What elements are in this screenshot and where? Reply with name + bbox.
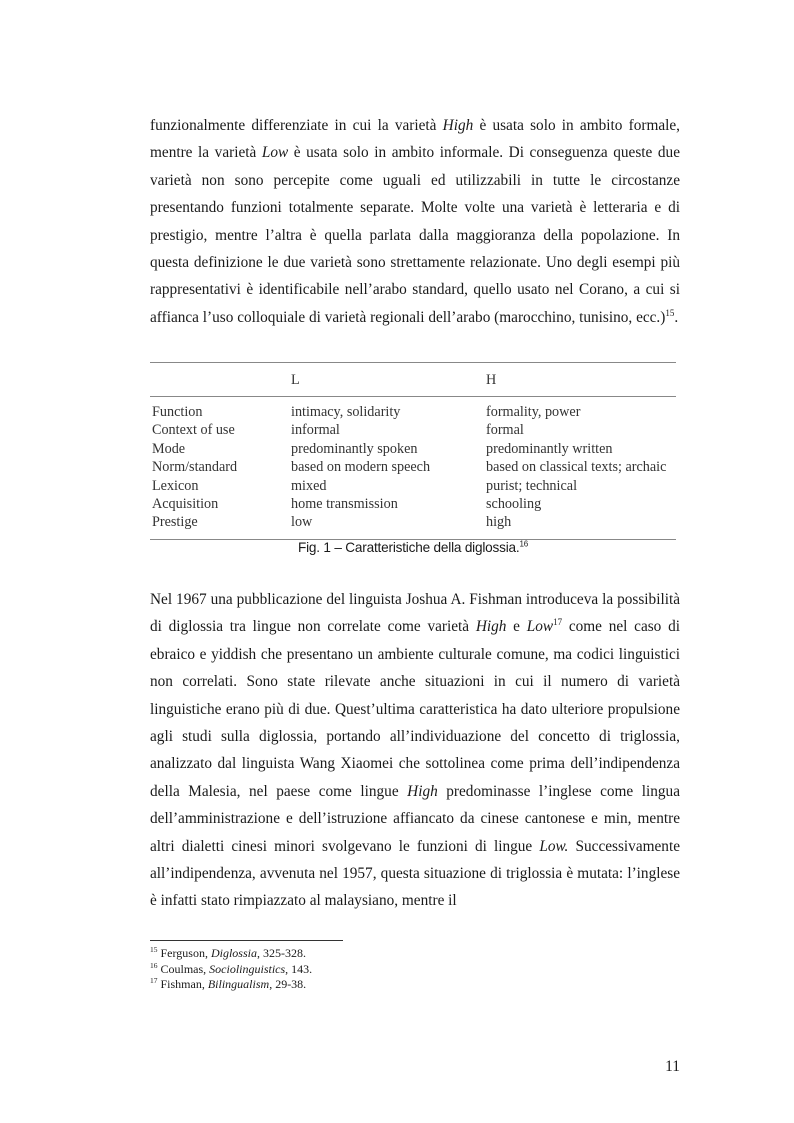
footnote-pages: , 325-328. <box>256 946 306 960</box>
footnote-author: Coulmas, <box>157 961 210 976</box>
text-run: predominasse l’inglese come lingua dell’amministrazione e dell’istruzione affiancato da cinese cantonese e min, mentre altri dialetti cinesi minori svolgevano le funzioni di lingue <box>150 782 680 855</box>
table-cell: formal <box>486 422 524 439</box>
table-cell: high <box>484 513 676 539</box>
table-cell: Function <box>152 404 203 420</box>
table-cell: informal <box>291 422 340 439</box>
footnotes <box>150 946 680 993</box>
footnote-reference-17[interactable]: 17 <box>553 617 563 628</box>
table-cell: Lexicon <box>152 477 199 494</box>
table-row <box>150 458 676 476</box>
footnote-separator <box>150 940 343 941</box>
table-cell: Prestige <box>150 513 289 539</box>
table-cell: Mode <box>152 440 186 457</box>
table-row <box>150 440 676 458</box>
table-cell: predominantly written <box>486 440 613 457</box>
body-paragraph-1 <box>150 112 680 331</box>
table-cell: mixed <box>291 477 327 494</box>
table-header-cell-L: L <box>289 363 484 397</box>
diglossia-table <box>150 362 676 540</box>
table-cell: home transmission <box>291 496 398 513</box>
text-run: è usata solo in ambito informale. Di conseguenza queste due varietà non sono percepite come uguali ed utilizzabili in tutte le circostanze presentando funzioni totalmente separate. Molte volte una varietà è letteraria e di prestigio, mentre l’altra è quella parlata dalla maggioranza della popolazione. In questa definizione le due varietà sono strettamente relazionate. Uno degli esempi più rappresentativi è identificabile nell’arabo standard, quello usato nel Corano, a cui si affianca l’uso colloquiale di varietà regionali dell’arabo (marocchino, tunisino, ecc.) <box>150 144 680 326</box>
page-number: 11 <box>665 1058 680 1075</box>
figure-caption <box>150 538 676 558</box>
diglossia-figure-table <box>150 362 676 540</box>
text-run: come nel caso di ebraico e yiddish che presentano un ambiente culturale comune, ma codici linguistici non correlati. Sono state rilevate anche situazioni in cui il numero di varietà linguistiche erano più di due. Quest’ultima caratteristica ha dato ulteriore propulsione agli studi sulla diglossia, portando all’individuazione del concetto di triglossia, analizzato dal linguista Wang Xiaomei che sottolinea come prima dell’indipendenza della Malesia, nel paese come lingue <box>150 618 680 800</box>
table-cell: purist; technical <box>486 477 578 494</box>
footnote-15 <box>150 946 680 962</box>
italic-term-low: Low <box>261 144 289 162</box>
italic-term-low: Low <box>526 618 554 636</box>
footnote-number: 15 <box>150 945 158 954</box>
footnote-author: Fishman, <box>157 977 208 991</box>
table-row <box>150 421 676 439</box>
text-run: Nel 1967 una pubblicazione del linguista Joshua A. Fishman introduceva la possibilità di diglossia tra lingue non correlate come varietà <box>150 591 680 636</box>
footnote-17 <box>150 977 680 993</box>
table-row <box>150 495 676 513</box>
table-cell: low <box>289 513 484 539</box>
table-cell: intimacy, solidarity <box>291 404 401 420</box>
table-header-row <box>150 363 676 397</box>
footnote-title: Sociolinguistics <box>209 961 286 976</box>
text-run: . <box>674 308 679 326</box>
table-cell: Norm/standard <box>152 459 238 476</box>
footnote-title: Bilingualism <box>207 977 270 991</box>
footnote-author: Ferguson, <box>157 946 211 960</box>
italic-term-high: High <box>407 782 438 800</box>
table-header-cell <box>150 363 289 397</box>
footnote-pages: , 143. <box>285 961 313 976</box>
text-run: funzionalmente differenziate in cui la varietà <box>150 117 443 134</box>
table-cell: Acquisition <box>152 496 219 513</box>
text-run: e <box>506 618 527 636</box>
caption-text: Fig. 1 – Caratteristiche della diglossia. <box>298 540 520 555</box>
italic-term-high: High <box>442 117 474 134</box>
footnote-reference-15[interactable]: 15 <box>665 307 675 318</box>
table-cell: formality, power <box>486 404 581 420</box>
table-cell: based on modern speech <box>291 459 431 476</box>
footnote-number: 16 <box>150 960 158 970</box>
table-cell: predominantly spoken <box>291 440 418 457</box>
table-row <box>150 513 676 539</box>
table-cell: based on classical texts; archaic <box>486 459 667 476</box>
footnote-16 <box>150 962 680 978</box>
table-header-cell-H: H <box>484 363 676 397</box>
table-row <box>150 397 676 422</box>
table-cell: Context of use <box>152 422 235 439</box>
footnote-pages: , 29-38. <box>269 977 307 991</box>
text-run: è usata solo in ambito formale, mentre la varietà <box>150 117 680 162</box>
footnote-title: Diglossia <box>210 946 257 960</box>
table-row <box>150 477 676 495</box>
body-paragraph-2 <box>150 586 680 915</box>
italic-term-low: Low. <box>539 837 569 855</box>
text-run: Successivamente all’indipendenza, avvenuta nel 1957, questa situazione di triglossia è mutata: l’inglese è infatti stato rimpiazzato al malaysiano, mentre il <box>150 837 680 910</box>
footnote-reference-16[interactable]: 16 <box>519 539 528 549</box>
italic-term-high: High <box>475 618 507 636</box>
footnote-number: 17 <box>150 976 158 985</box>
table-cell: schooling <box>486 496 542 513</box>
